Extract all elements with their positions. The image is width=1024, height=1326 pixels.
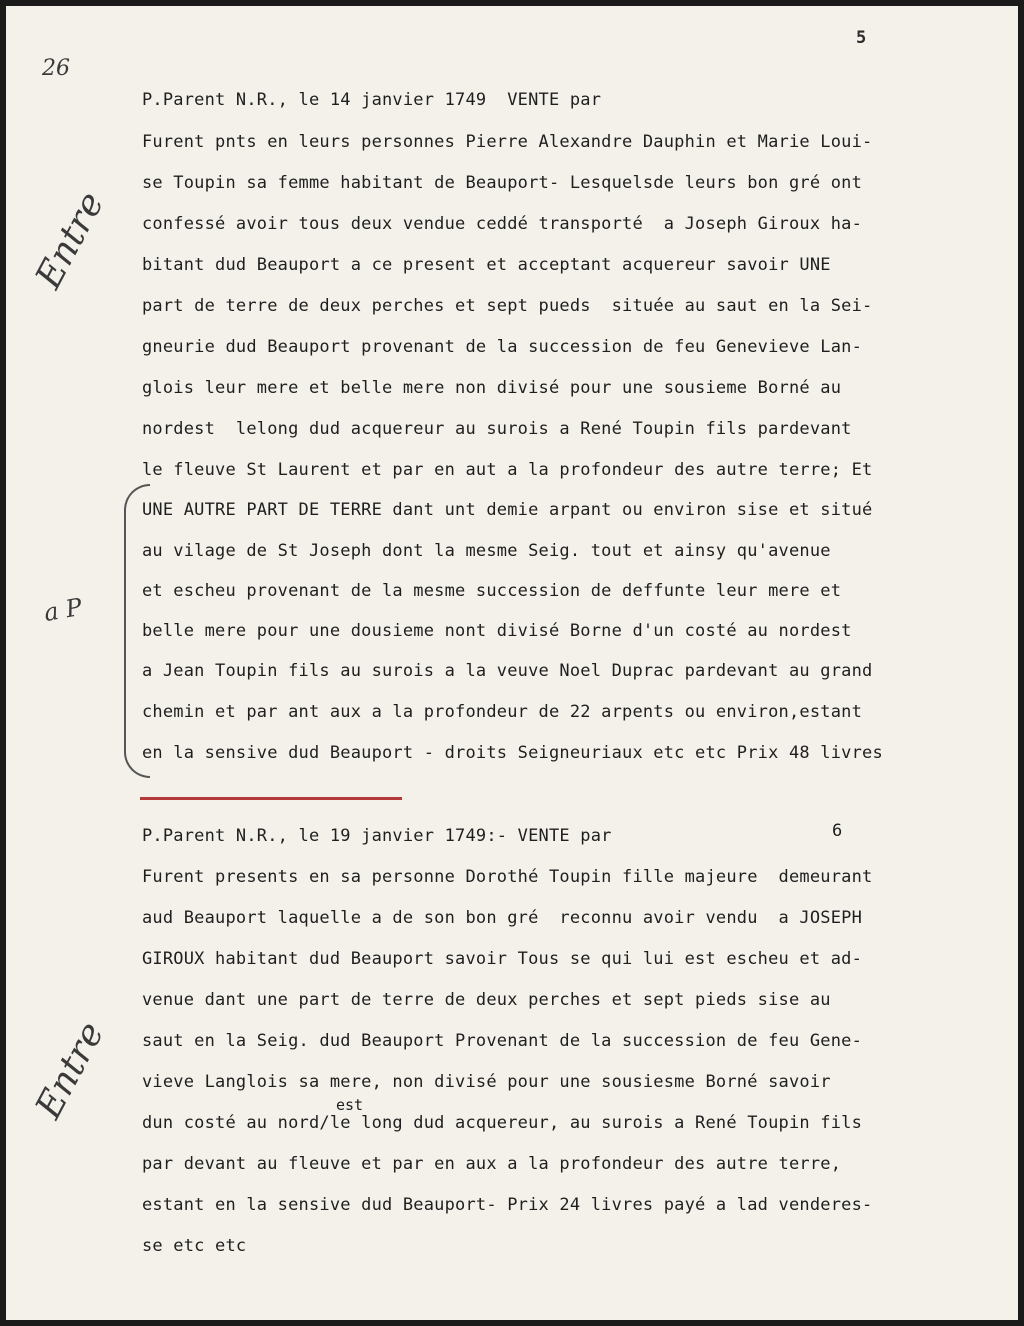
handwritten-margin-note-entre-1: Entre [28, 185, 113, 296]
text-line: et escheu provenant de la mesme succession de deffunte leur mere et [142, 581, 842, 601]
text-line: belle mere pour une dousieme nont divisé Borne d'un costé au nordest [142, 621, 852, 641]
text-line: vieve Langlois sa mere, non divisé pour une sousiesme Borné savoir [142, 1072, 831, 1092]
document-page [6, 6, 1018, 1320]
text-line: le fleuve St Laurent et par en aut a la profondeur des autre terre; Et [142, 460, 873, 480]
text-line: glois leur mere et belle mere non divisé pour une sousieme Borné au [142, 378, 842, 398]
text-line: part de terre de deux perches et sept pueds située au saut en la Sei- [142, 296, 873, 316]
section2-heading: P.Parent N.R., le 19 janvier 1749:- VENTE par [142, 826, 612, 846]
text-line: GIROUX habitant dud Beauport savoir Tous se qui lui est escheu et ad- [142, 949, 863, 969]
text-line: confessé avoir tous deux vendue ceddé transporté a Joseph Giroux ha- [142, 214, 863, 234]
text-line: nordest lelong dud acquereur au surois a René Toupin fils pardevant [142, 419, 852, 439]
text-line: a Jean Toupin fils au surois a la veuve Noel Duprac pardevant au grand [142, 661, 873, 681]
text-line: Furent presents en sa personne Dorothé Toupin fille majeure demeurant [142, 867, 873, 887]
text-line: UNE AUTRE PART DE TERRE dant unt demie arpant ou environ sise et situé [142, 500, 873, 520]
text-line: gneurie dud Beauport provenant de la succession de feu Genevieve Lan- [142, 337, 863, 357]
section-divider [140, 797, 402, 800]
text-line: aud Beauport laquelle a de son bon gré reconnu avoir vendu a JOSEPH [142, 908, 863, 928]
entry-number: 6 [832, 821, 843, 841]
text-line: estant en la sensive dud Beauport- Prix 24 livres payé a lad venderes- [142, 1195, 873, 1215]
section1-heading: P.Parent N.R., le 14 janvier 1749 VENTE par [142, 90, 602, 110]
handwritten-margin-note-ap: a P [41, 592, 85, 628]
text-line: saut en la Seig. dud Beauport Provenant de la succession de feu Gene- [142, 1031, 863, 1051]
text-line: au vilage de St Joseph dont la mesme Seig. tout et ainsy qu'avenue [142, 541, 831, 561]
text-line: chemin et par ant aux a la profondeur de 22 arpents ou environ,estant [142, 702, 863, 722]
text-line: venue dant une part de terre de deux perches et sept pieds sise au [142, 990, 831, 1010]
page-number: 5 [856, 28, 867, 48]
text-line: bitant dud Beauport a ce present et acceptant acquereur savoir UNE [142, 255, 831, 275]
interlinear-insert: est [336, 1096, 364, 1114]
text-line: par devant au fleuve et par en aux a la profondeur des autre terre, [142, 1154, 842, 1174]
handwritten-corner-note: 26 [42, 56, 70, 81]
text-line: en la sensive dud Beauport - droits Seigneuriaux etc etc Prix 48 livres [142, 743, 883, 763]
text-line: se Toupin sa femme habitant de Beauport- Lesquelsde leurs bon gré ont [142, 173, 863, 193]
text-line: Furent pnts en leurs personnes Pierre Alexandre Dauphin et Marie Loui- [142, 132, 873, 152]
handwritten-margin-note-entre-2: Entre [28, 1015, 113, 1126]
text-line: dun costé au nord/le long dud acquereur, au surois a René Toupin fils [142, 1113, 863, 1133]
text-line: se etc etc [142, 1236, 247, 1256]
